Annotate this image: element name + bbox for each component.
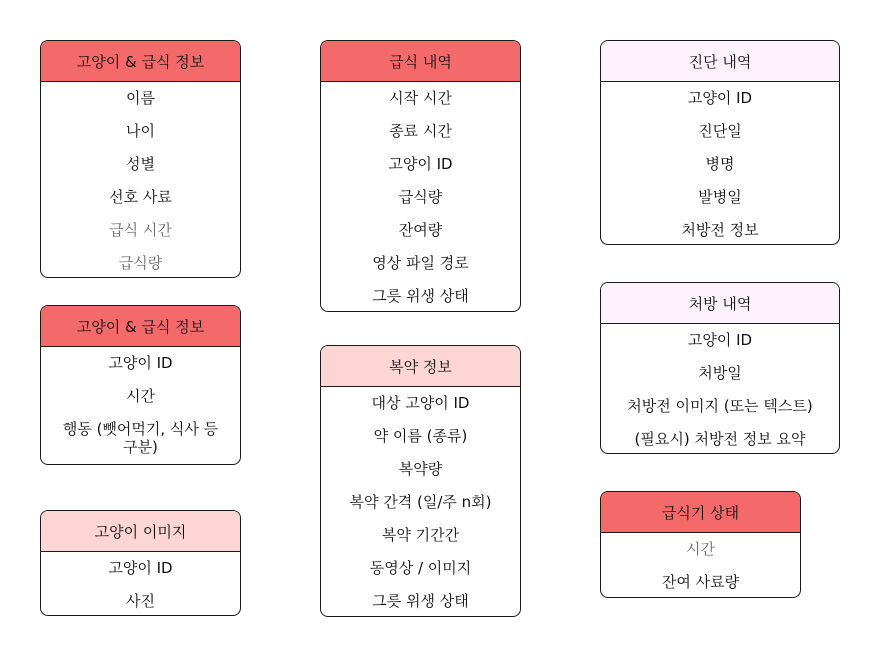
- entity-header: [601, 492, 800, 533]
- entity-title: 처방 내역: [688, 294, 752, 313]
- field-preferred-food: 선호 사료: [109, 188, 172, 206]
- entity-title: 진단 내역: [688, 52, 752, 71]
- entity-feeding-history[interactable]: [320, 40, 521, 312]
- field-behavior: 행동 (뺏어먹기, 식사 등 구분): [62, 420, 219, 456]
- field-video-image: 동영상 / 이미지: [369, 559, 472, 577]
- field-dosage-interval: 복약 간격 (일/주 n회): [349, 493, 492, 511]
- entity-header: [41, 306, 240, 347]
- entity-cat-feeding-info-2[interactable]: [40, 305, 241, 465]
- field-cat-id: 고양이 ID: [388, 155, 453, 173]
- field-end-time: 종료 시간: [389, 122, 452, 140]
- field-dosage: 복약량: [398, 460, 443, 478]
- field-target-cat-id: 대상 고양이 ID: [371, 394, 470, 412]
- field-photo: 사진: [126, 592, 155, 610]
- field-age: 나이: [126, 122, 155, 140]
- entity-prescription-history[interactable]: [600, 282, 840, 454]
- field-disease-name: 병명: [705, 155, 735, 173]
- field-prescription-info: 처방전 정보: [681, 221, 759, 239]
- field-cat-id: 고양이 ID: [687, 89, 753, 107]
- entity-header: [41, 41, 240, 82]
- entity-header: [321, 346, 520, 387]
- entity-title: 급식 내역: [389, 52, 452, 71]
- entity-header: [41, 511, 240, 552]
- field-prescription-date: 처방일: [698, 364, 742, 382]
- field-bowl-hygiene: 그릇 위생 상태: [372, 592, 469, 610]
- field-remaining-amount: 잔여량: [398, 221, 443, 239]
- entity-medication-info[interactable]: [320, 345, 521, 617]
- field-medication-period: 복약 기간간: [381, 526, 460, 544]
- field-onset-date: 발병일: [698, 188, 742, 206]
- field-time: 시간: [686, 540, 715, 558]
- field-feeding-time: 급식 시간: [109, 221, 172, 239]
- field-bowl-hygiene: 그릇 위생 상태: [372, 287, 469, 305]
- entity-title: 고양이 & 급식 정보: [76, 52, 205, 71]
- field-drug-name: 약 이름 (종류): [373, 427, 468, 445]
- entity-title: 고양이 & 급식 정보: [76, 317, 205, 336]
- field-time: 시간: [126, 387, 155, 405]
- field-remaining-food: 잔여 사료량: [661, 573, 740, 591]
- entity-cat-feeding-info-1[interactable]: [40, 40, 241, 278]
- field-sex: 성별: [126, 155, 155, 173]
- field-diagnosis-date: 진단일: [698, 122, 742, 140]
- entity-title: 복약 정보: [389, 357, 452, 376]
- entity-header: [321, 41, 520, 82]
- field-cat-id: 고양이 ID: [108, 354, 173, 372]
- entity-header: [601, 283, 839, 324]
- entity-title: 고양이 이미지: [94, 522, 187, 541]
- entity-feeder-status[interactable]: [600, 491, 801, 598]
- entity-diagnosis-history[interactable]: [600, 40, 840, 245]
- field-cat-id: 고양이 ID: [108, 559, 173, 577]
- entity-header: [601, 41, 839, 82]
- field-prescription-image: 처방전 이미지 (또는 텍스트): [627, 397, 813, 415]
- field-prescription-summary: (필요시) 처방전 정보 요약: [634, 430, 806, 448]
- entity-cat-image[interactable]: [40, 510, 241, 616]
- field-cat-id: 고양이 ID: [687, 331, 753, 349]
- field-feeding-amount: 급식량: [118, 254, 163, 272]
- field-start-time: 시작 시간: [389, 89, 452, 107]
- field-name: 이름: [126, 89, 155, 107]
- entity-title: 급식기 상태: [661, 503, 740, 522]
- field-video-path: 영상 파일 경로: [372, 254, 469, 272]
- field-feeding-amount: 급식량: [398, 188, 443, 206]
